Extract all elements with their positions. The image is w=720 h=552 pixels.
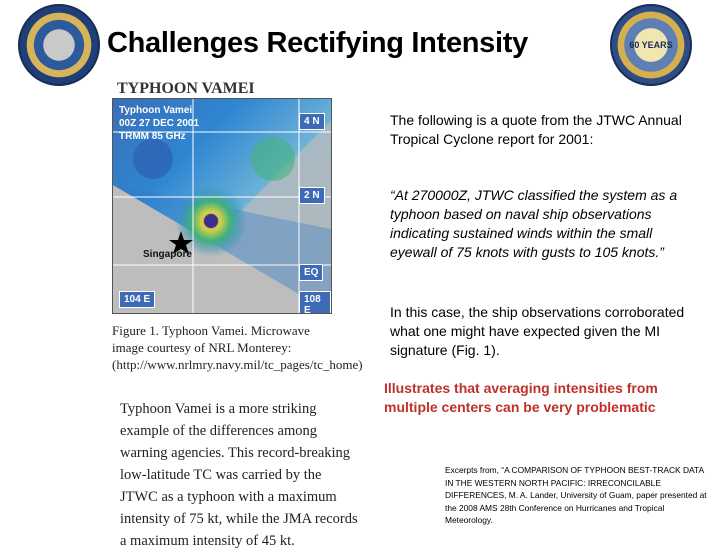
figure-heading: TYPHOON VAMEI [117, 80, 255, 97]
satellite-image [112, 98, 332, 314]
highlight-statement: Illustrates that averaging intensities from multiple centers can be very problematic [384, 380, 658, 415]
slide-title: Challenges Rectifying Intensity [107, 27, 528, 59]
seal-years-text: 60 YEARS [629, 40, 673, 50]
quote-paragraph: “At 270000Z, JTWC classified the system as a typhoon based on naval ship observations indicating sustained winds within the small eyewall of 75 knots with gusts to 105 knots.” [390, 187, 678, 260]
excerpt-citation: Excerpts from, “A COMPARISON OF TYPHOON BEST-TRACK DATA IN THE WESTERN NORTH PACIFIC: IRRECONCILABLE DIFFERENCES, M. A. Lander, University of Guam, paper presented at the 2008 AMS 28th Conference on Hurricanes and Tropical Meteorology. [445, 465, 707, 525]
grid-tag-104e: 104 E [119, 291, 155, 308]
case-paragraph: In this case, the ship observations corroborated what one might have expected given the MI signature (Fig. 1). [390, 304, 685, 358]
grid-tag-eq: EQ [299, 264, 323, 281]
grid-tag-4n: 4 N [299, 113, 325, 130]
left-seal-logo [18, 4, 100, 86]
image-label-line-3: TRMM 85 GHz [119, 131, 186, 142]
figure-caption: Figure 1. Typhoon Vamei. Microwave image courtesy of NRL Monterey: (http://www.nrlmry.navy.mil/tc_pages/tc_home) [112, 323, 363, 372]
grid-tag-108e: 108 E [299, 291, 331, 314]
side-paragraph: Typhoon Vamei is a more striking example of the differences among warning agencies. This record-breaking low-latitude TC was carried by the JTWC as a typhoon with a maximum intensity of 75 kt, while the JMA records a maximum intensity of 45 kt. [120, 401, 358, 549]
singapore-label: Singapore [143, 249, 192, 260]
intro-paragraph: The following is a quote from the JTWC Annual Tropical Cyclone report for 2001: [390, 112, 682, 147]
right-seal-logo [610, 4, 692, 86]
image-label-line-2: 00Z 27 DEC 2001 [119, 118, 200, 129]
image-label-line-1: Typhoon Vamei [119, 105, 193, 116]
grid-tag-2n: 2 N [299, 187, 325, 204]
